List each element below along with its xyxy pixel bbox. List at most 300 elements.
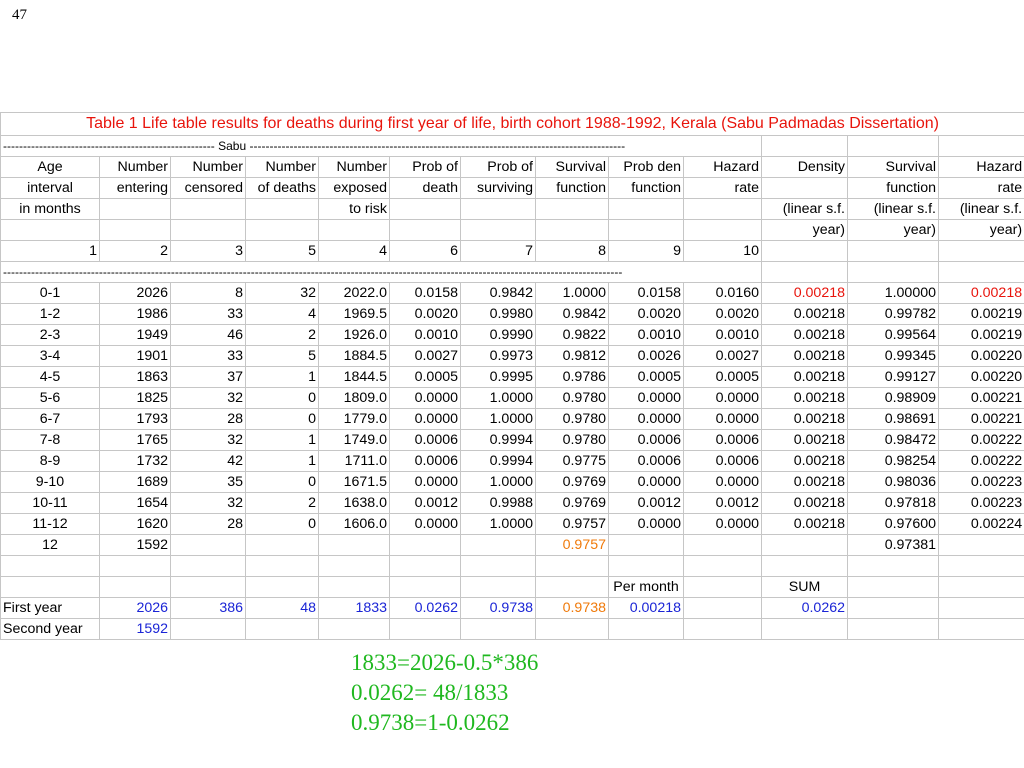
summary-row xyxy=(1,598,1024,619)
table-cell: 0.0000 xyxy=(609,472,684,493)
table-cell: 0.00218 xyxy=(762,304,848,325)
table-cell: 1 xyxy=(1,241,100,262)
table-cell: 0.0010 xyxy=(609,325,684,346)
table-cell: 0.00224 xyxy=(939,514,1024,535)
table-cell: 32 xyxy=(171,430,246,451)
table-cell xyxy=(939,556,1024,577)
blank-row xyxy=(1,556,1024,577)
table-cell: to risk xyxy=(319,199,390,220)
table-row xyxy=(1,283,1024,304)
table-cell: 6-7 xyxy=(1,409,100,430)
table-cell: 3-4 xyxy=(1,346,100,367)
table-title-row xyxy=(1,113,1024,136)
table-cell: 0.0005 xyxy=(684,367,762,388)
table-cell: 48 xyxy=(246,598,319,619)
table-cell: Number xyxy=(171,157,246,178)
table-cell xyxy=(762,136,848,157)
table-cell xyxy=(461,577,536,598)
table-cell: 0.00218 xyxy=(762,367,848,388)
column-number-row xyxy=(1,241,1024,262)
table-cell: 1901 xyxy=(100,346,171,367)
table-cell xyxy=(762,619,848,640)
table-cell xyxy=(684,220,762,241)
table-cell: 0.0010 xyxy=(684,325,762,346)
summary-row xyxy=(1,619,1024,640)
table-cell: Density xyxy=(762,157,848,178)
table-cell: 0.9822 xyxy=(536,325,609,346)
table-row xyxy=(1,514,1024,535)
table-cell: 8 xyxy=(536,241,609,262)
table-cell: 0.9780 xyxy=(536,430,609,451)
table-cell xyxy=(319,556,390,577)
table-row xyxy=(1,451,1024,472)
note-line: 0.9738=1-0.0262 xyxy=(351,710,510,735)
table-cell xyxy=(461,556,536,577)
table-cell: 0.0000 xyxy=(684,409,762,430)
table-cell: 1-2 xyxy=(1,304,100,325)
header-row xyxy=(1,199,1024,220)
table-cell: 33 xyxy=(171,304,246,325)
table-cell: 0.0005 xyxy=(390,367,461,388)
table-cell: in months xyxy=(1,199,100,220)
table-cell: First year xyxy=(1,598,100,619)
table-cell: death xyxy=(390,178,461,199)
table-cell: 0.0020 xyxy=(609,304,684,325)
table-cell xyxy=(762,535,848,556)
table-cell xyxy=(762,241,848,262)
table-cell xyxy=(536,199,609,220)
table-cell: 0.0262 xyxy=(390,598,461,619)
table-cell: 0.0020 xyxy=(390,304,461,325)
table-cell: 0-1 xyxy=(1,283,100,304)
table-cell xyxy=(609,199,684,220)
table-row xyxy=(1,430,1024,451)
table-cell: 1.0000 xyxy=(461,388,536,409)
table-cell: 1765 xyxy=(100,430,171,451)
table-cell: 0.9757 xyxy=(536,535,609,556)
table-cell xyxy=(319,220,390,241)
table-cell xyxy=(100,199,171,220)
table-cell: 1 xyxy=(246,367,319,388)
table-cell: 0.98254 xyxy=(848,451,939,472)
table-cell xyxy=(171,577,246,598)
table-cell: 10-11 xyxy=(1,493,100,514)
table-cell xyxy=(246,535,319,556)
table-cell: 1 xyxy=(246,430,319,451)
table-cell: 0.97600 xyxy=(848,514,939,535)
table-cell: Survival xyxy=(536,157,609,178)
table-cell: year) xyxy=(848,220,939,241)
table-cell: exposed xyxy=(319,178,390,199)
table-cell xyxy=(390,199,461,220)
table-cell: 0.0027 xyxy=(390,346,461,367)
table-cell xyxy=(100,577,171,598)
table-cell: 3 xyxy=(171,241,246,262)
table-cell: censored xyxy=(171,178,246,199)
table-cell xyxy=(684,577,762,598)
table-cell: 0.0158 xyxy=(390,283,461,304)
table-cell: 7 xyxy=(461,241,536,262)
table-cell: 2 xyxy=(246,325,319,346)
table-cell: 1749.0 xyxy=(319,430,390,451)
table-cell xyxy=(848,262,939,283)
table-cell: Number xyxy=(319,157,390,178)
table-cell: 0.00218 xyxy=(762,514,848,535)
table-cell: 1.00000 xyxy=(848,283,939,304)
table-cell: 0.99345 xyxy=(848,346,939,367)
sabu-divider: ----------------------------------------------------- Sabu ---------------------------------------------------------------------------------------------- xyxy=(1,136,762,157)
table-cell xyxy=(848,136,939,157)
table-cell xyxy=(939,241,1024,262)
table-cell: 0.98691 xyxy=(848,409,939,430)
table-cell: 33 xyxy=(171,346,246,367)
formula-notes xyxy=(351,648,538,738)
table-cell: 0.00218 xyxy=(762,430,848,451)
table-cell: 0.00218 xyxy=(762,325,848,346)
table-cell xyxy=(609,556,684,577)
table-cell xyxy=(762,262,848,283)
table-cell: SUM xyxy=(762,577,848,598)
table-cell: 0.9780 xyxy=(536,388,609,409)
table-cell xyxy=(684,556,762,577)
table-cell: 0.97818 xyxy=(848,493,939,514)
table-cell: 32 xyxy=(171,388,246,409)
table-cell: 0.0020 xyxy=(684,304,762,325)
table-cell: 0.9973 xyxy=(461,346,536,367)
table-cell: 0.0000 xyxy=(390,514,461,535)
table-cell xyxy=(684,598,762,619)
table-cell: function xyxy=(536,178,609,199)
table-cell: 0.98036 xyxy=(848,472,939,493)
table-cell: 1.0000 xyxy=(461,472,536,493)
table-cell: Hazard xyxy=(684,157,762,178)
table-cell: 5 xyxy=(246,346,319,367)
table-cell: 0.9738 xyxy=(461,598,536,619)
table-cell: 1689 xyxy=(100,472,171,493)
table-cell: 0.0000 xyxy=(390,409,461,430)
table-cell: 0.0012 xyxy=(609,493,684,514)
table-row xyxy=(1,535,1024,556)
table-cell: 1844.5 xyxy=(319,367,390,388)
table-cell: 8-9 xyxy=(1,451,100,472)
table-row xyxy=(1,367,1024,388)
table-cell: 0.0010 xyxy=(390,325,461,346)
table-cell: 0.9780 xyxy=(536,409,609,430)
table-cell: 5-6 xyxy=(1,388,100,409)
table-cell xyxy=(939,619,1024,640)
table-cell: 0.9994 xyxy=(461,430,536,451)
table-cell: 0.00218 xyxy=(762,451,848,472)
table-cell: 9-10 xyxy=(1,472,100,493)
table-cell: 0 xyxy=(246,388,319,409)
table-cell xyxy=(390,220,461,241)
table-cell: (linear s.f. xyxy=(762,199,848,220)
table-row xyxy=(1,493,1024,514)
table-cell xyxy=(319,535,390,556)
table-cell: 2 xyxy=(100,241,171,262)
table-cell xyxy=(390,556,461,577)
table-cell: 1711.0 xyxy=(319,451,390,472)
note-line: 0.0262= 48/1833 xyxy=(351,680,509,705)
sabu-rule-row xyxy=(1,136,1024,157)
table-cell: 2026 xyxy=(100,598,171,619)
table-cell: 0.0006 xyxy=(609,451,684,472)
table-cell: (linear s.f. xyxy=(939,199,1024,220)
table-cell xyxy=(246,619,319,640)
table-cell: 11-12 xyxy=(1,514,100,535)
table-cell: 0.0006 xyxy=(390,451,461,472)
table-cell: Survival xyxy=(848,157,939,178)
dash-rule-row xyxy=(1,262,1024,283)
table-cell xyxy=(762,556,848,577)
table-cell: 0.9769 xyxy=(536,472,609,493)
table-cell xyxy=(100,556,171,577)
table-cell: 0.0000 xyxy=(684,514,762,535)
table-cell: 7-8 xyxy=(1,430,100,451)
table-cell xyxy=(461,199,536,220)
table-cell: 0.00220 xyxy=(939,346,1024,367)
table-cell: Prob of xyxy=(390,157,461,178)
table-cell: 2-3 xyxy=(1,325,100,346)
table-cell: 0.00223 xyxy=(939,493,1024,514)
table-cell: 1825 xyxy=(100,388,171,409)
table-cell xyxy=(319,619,390,640)
table-cell xyxy=(246,199,319,220)
table-cell: 2 xyxy=(246,493,319,514)
table-cell: 1779.0 xyxy=(319,409,390,430)
table-cell: 1863 xyxy=(100,367,171,388)
table-cell: 0.9775 xyxy=(536,451,609,472)
table-cell: 1969.5 xyxy=(319,304,390,325)
header-row xyxy=(1,157,1024,178)
table-cell: 4 xyxy=(246,304,319,325)
table-cell: year) xyxy=(939,220,1024,241)
table-cell xyxy=(390,619,461,640)
table-cell: 28 xyxy=(171,409,246,430)
table-cell: 0.00218 xyxy=(762,388,848,409)
table-cell: 1638.0 xyxy=(319,493,390,514)
table-cell: 0.99127 xyxy=(848,367,939,388)
table-row xyxy=(1,304,1024,325)
table-cell: rate xyxy=(939,178,1024,199)
table-row xyxy=(1,409,1024,430)
table-cell: 0.00219 xyxy=(939,325,1024,346)
table-cell: 0.0000 xyxy=(390,388,461,409)
note-line: 1833=2026-0.5*386 xyxy=(351,650,539,675)
table-cell: 0.00221 xyxy=(939,409,1024,430)
table-cell: 1592 xyxy=(100,619,171,640)
table-cell: Hazard xyxy=(939,157,1024,178)
table-cell: 0.9842 xyxy=(461,283,536,304)
table-cell: 1620 xyxy=(100,514,171,535)
table-cell: 0.00218 xyxy=(762,493,848,514)
table-cell: 0.9994 xyxy=(461,451,536,472)
table-cell: 4-5 xyxy=(1,367,100,388)
table-cell xyxy=(319,577,390,598)
table-cell xyxy=(939,535,1024,556)
table-cell: 0.00218 xyxy=(762,409,848,430)
table-cell xyxy=(171,535,246,556)
table-row xyxy=(1,388,1024,409)
table-cell: 0.0027 xyxy=(684,346,762,367)
table-cell: 0.0006 xyxy=(684,451,762,472)
summary-label-row xyxy=(1,577,1024,598)
table-cell xyxy=(684,535,762,556)
table-cell: 1732 xyxy=(100,451,171,472)
table-cell xyxy=(171,220,246,241)
table-cell: interval xyxy=(1,178,100,199)
table-cell: 1592 xyxy=(100,535,171,556)
table-cell: 1606.0 xyxy=(319,514,390,535)
table-cell: 2022.0 xyxy=(319,283,390,304)
table-cell xyxy=(246,577,319,598)
table-cell: 1926.0 xyxy=(319,325,390,346)
table-cell: 0.0000 xyxy=(609,409,684,430)
table-cell xyxy=(848,577,939,598)
table-cell xyxy=(461,619,536,640)
table-cell: 0.9842 xyxy=(536,304,609,325)
table-cell: 0 xyxy=(246,514,319,535)
table-cell: 0.0158 xyxy=(609,283,684,304)
header-row xyxy=(1,220,1024,241)
table-cell: 0.00218 xyxy=(762,346,848,367)
table-cell: 0.9786 xyxy=(536,367,609,388)
table-cell: 0.9738 xyxy=(536,598,609,619)
table-cell: 0.00218 xyxy=(762,283,848,304)
table-cell: function xyxy=(848,178,939,199)
table-cell: 0.00219 xyxy=(939,304,1024,325)
table-cell: 35 xyxy=(171,472,246,493)
table-cell: 5 xyxy=(246,241,319,262)
table-cell: 9 xyxy=(609,241,684,262)
table-row xyxy=(1,325,1024,346)
table-cell xyxy=(390,535,461,556)
table-cell: 0.0006 xyxy=(684,430,762,451)
table-cell: 0 xyxy=(246,472,319,493)
table-cell xyxy=(171,199,246,220)
table-cell: function xyxy=(609,178,684,199)
table-cell: 0.0012 xyxy=(684,493,762,514)
table-cell xyxy=(246,556,319,577)
table-cell: 0.00222 xyxy=(939,430,1024,451)
table-cell: 1949 xyxy=(100,325,171,346)
table-cell: 0.00218 xyxy=(939,283,1024,304)
table-cell: 37 xyxy=(171,367,246,388)
header-row xyxy=(1,178,1024,199)
table-cell xyxy=(390,577,461,598)
table-cell: 0.98909 xyxy=(848,388,939,409)
table-cell: Per month xyxy=(609,577,684,598)
table-cell: 32 xyxy=(171,493,246,514)
table-cell: 0.0000 xyxy=(609,514,684,535)
table-cell: 0.9980 xyxy=(461,304,536,325)
table-cell: 28 xyxy=(171,514,246,535)
table-cell xyxy=(848,598,939,619)
table-cell: 0.00221 xyxy=(939,388,1024,409)
table-cell xyxy=(246,220,319,241)
table-cell: 42 xyxy=(171,451,246,472)
table-cell: 10 xyxy=(684,241,762,262)
table-cell: 1.0000 xyxy=(461,409,536,430)
table-cell: 0.0026 xyxy=(609,346,684,367)
table-cell: (linear s.f. xyxy=(848,199,939,220)
table-cell: 1.0000 xyxy=(536,283,609,304)
table-cell: 0.00222 xyxy=(939,451,1024,472)
table-cell: of deaths xyxy=(246,178,319,199)
table-cell: 1 xyxy=(246,451,319,472)
table-cell: 12 xyxy=(1,535,100,556)
table-cell: 0.0000 xyxy=(684,472,762,493)
table-cell: 1654 xyxy=(100,493,171,514)
table-cell xyxy=(461,535,536,556)
table-cell: 386 xyxy=(171,598,246,619)
table-cell: 0.99564 xyxy=(848,325,939,346)
table-cell: 0.00218 xyxy=(762,472,848,493)
table-cell: 0.97381 xyxy=(848,535,939,556)
table-cell xyxy=(939,262,1024,283)
table-cell: 0.00218 xyxy=(609,598,684,619)
table-cell: 1833 xyxy=(319,598,390,619)
table-cell: 0.0005 xyxy=(609,367,684,388)
table-cell: 0.9757 xyxy=(536,514,609,535)
table-cell: 1986 xyxy=(100,304,171,325)
table-cell: 0.0006 xyxy=(390,430,461,451)
table-cell: Second year xyxy=(1,619,100,640)
table-cell xyxy=(848,241,939,262)
table-cell: 0.9769 xyxy=(536,493,609,514)
table-cell xyxy=(1,556,100,577)
table-cell xyxy=(684,619,762,640)
table-cell xyxy=(848,556,939,577)
table-cell: 1671.5 xyxy=(319,472,390,493)
table-cell: entering xyxy=(100,178,171,199)
table-cell xyxy=(684,199,762,220)
table-cell: 0.0160 xyxy=(684,283,762,304)
table-cell: 1884.5 xyxy=(319,346,390,367)
table-cell: 0.9988 xyxy=(461,493,536,514)
table-cell xyxy=(939,136,1024,157)
table-cell xyxy=(100,220,171,241)
table-cell xyxy=(536,220,609,241)
table-cell xyxy=(609,220,684,241)
table-cell: 46 xyxy=(171,325,246,346)
table-cell: 0.0000 xyxy=(609,388,684,409)
table-cell: 0 xyxy=(246,409,319,430)
table-cell: 4 xyxy=(319,241,390,262)
table-cell xyxy=(848,619,939,640)
table-row xyxy=(1,472,1024,493)
table-cell xyxy=(536,619,609,640)
table-cell: 0.9990 xyxy=(461,325,536,346)
table-cell: 0.99782 xyxy=(848,304,939,325)
table-cell xyxy=(536,556,609,577)
table-cell: 0.9995 xyxy=(461,367,536,388)
table-cell xyxy=(1,577,100,598)
table-cell xyxy=(939,598,1024,619)
table-cell: 32 xyxy=(246,283,319,304)
table-cell xyxy=(762,178,848,199)
table-cell xyxy=(1,220,100,241)
table-cell: Age xyxy=(1,157,100,178)
table-cell: 0.0000 xyxy=(684,388,762,409)
table-cell: 0.98472 xyxy=(848,430,939,451)
table-cell: Prob of xyxy=(461,157,536,178)
table-cell xyxy=(609,535,684,556)
table-cell: 8 xyxy=(171,283,246,304)
table-cell: Number xyxy=(246,157,319,178)
life-table xyxy=(0,112,1024,640)
table-cell: 6 xyxy=(390,241,461,262)
